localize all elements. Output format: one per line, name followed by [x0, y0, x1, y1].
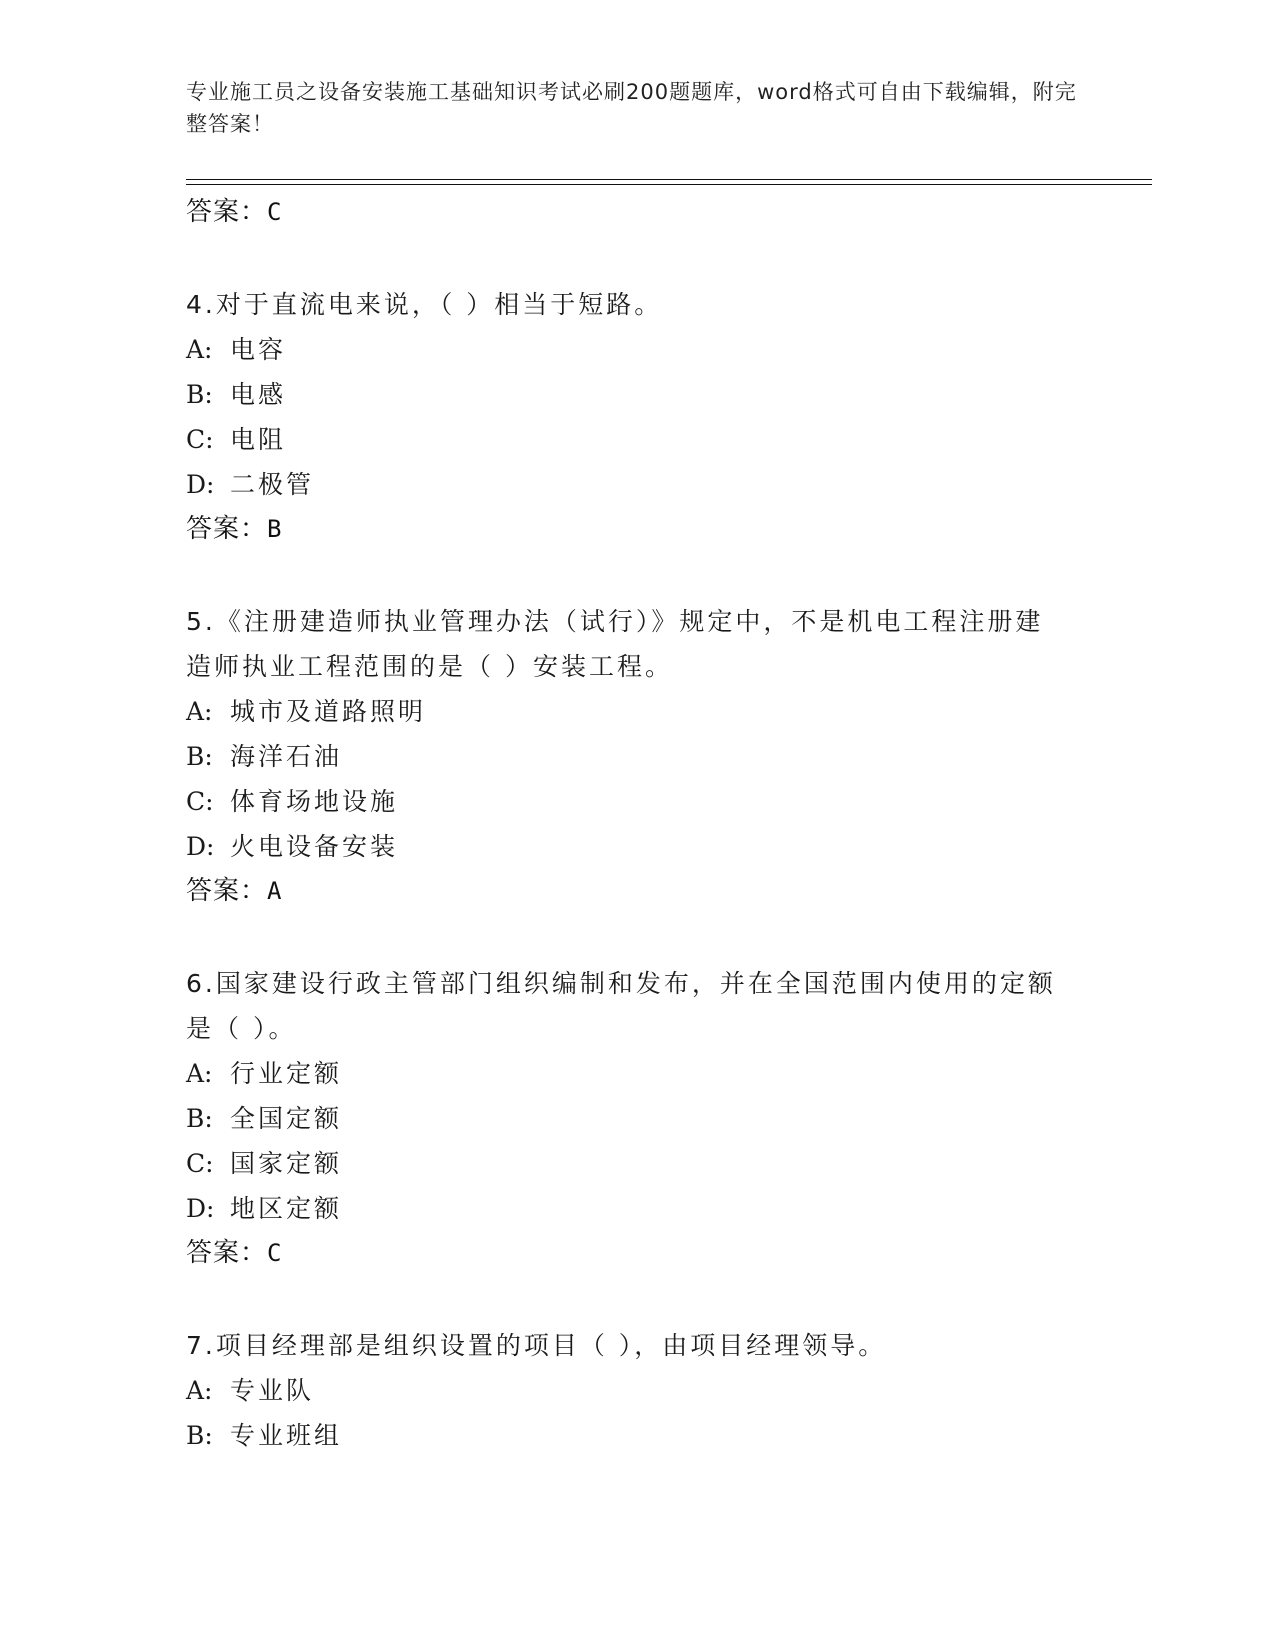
option-key: D: [186, 470, 215, 499]
answer-line [186, 190, 1066, 234]
question-block [186, 1323, 1066, 1458]
option-d [186, 462, 1066, 507]
question-block [186, 599, 1066, 913]
option-key: A: [186, 697, 213, 726]
option-b [186, 734, 1066, 779]
question-text: 7.项目经理部是组织设置的项目（ ），由项目经理领导。 [186, 1331, 887, 1360]
answer-label: 答案： [186, 876, 268, 906]
option-key: C: [186, 425, 214, 454]
option-text: 电容 [230, 335, 287, 364]
header-divider-top [186, 179, 1152, 180]
option-a [186, 1368, 1066, 1413]
option-key: B: [186, 742, 213, 771]
option-key: A: [186, 1059, 213, 1088]
spacer [186, 551, 1066, 599]
option-key: B: [186, 1421, 213, 1450]
option-text: 电感 [230, 380, 287, 409]
question-text: 6.国家建设行政主管部门组织编制和发布，并在全国范围内使用的定额是（ ）。 [186, 969, 1056, 1043]
option-text: 全国定额 [230, 1104, 343, 1133]
option-key: B: [186, 380, 213, 409]
option-b [186, 1413, 1066, 1458]
option-text: 国家定额 [230, 1149, 343, 1178]
question-text: 5.《注册建造师执业管理办法（试行）》规定中，不是机电工程注册建造师执业工程范围的是（ ）安装工程。 [186, 607, 1044, 681]
option-b [186, 1096, 1066, 1141]
option-key: B: [186, 1104, 213, 1133]
answer-line [186, 1231, 1066, 1275]
option-a [186, 689, 1066, 734]
answer-label: 答案： [186, 514, 268, 544]
document-body [186, 190, 1066, 1458]
spacer [186, 1275, 1066, 1323]
option-text: 地区定额 [230, 1194, 343, 1223]
question-block [186, 282, 1066, 551]
header-divider-bottom [186, 184, 1152, 185]
option-key: C: [186, 1149, 214, 1178]
option-d [186, 824, 1066, 869]
question-block [186, 961, 1066, 1275]
option-b [186, 372, 1066, 417]
answer-value: C [267, 198, 283, 226]
option-d [186, 1186, 1066, 1231]
option-key: A: [186, 335, 213, 364]
option-text: 专业班组 [230, 1421, 343, 1450]
answer-value: B [267, 515, 283, 543]
option-text: 体育场地设施 [230, 787, 399, 816]
option-a [186, 327, 1066, 372]
option-key: D: [186, 1194, 215, 1223]
option-text: 城市及道路照明 [230, 697, 427, 726]
spacer [186, 234, 1066, 282]
option-text: 行业定额 [230, 1059, 343, 1088]
option-key: A: [186, 1376, 213, 1405]
option-text: 专业队 [230, 1376, 315, 1405]
option-a [186, 1051, 1066, 1096]
spacer [186, 913, 1066, 961]
answer-label: 答案： [186, 197, 268, 227]
option-c [186, 1141, 1066, 1186]
answer-value: A [267, 877, 283, 905]
option-key: C: [186, 787, 214, 816]
answer-value: C [267, 1239, 283, 1267]
question-text: 4.对于直流电来说，（ ）相当于短路。 [186, 290, 663, 319]
option-text: 海洋石油 [230, 742, 343, 771]
answer-label: 答案： [186, 1238, 268, 1268]
answer-line [186, 507, 1066, 551]
option-text: 火电设备安装 [230, 832, 399, 861]
option-c [186, 779, 1066, 824]
option-c [186, 417, 1066, 462]
option-key: D: [186, 832, 215, 861]
option-text: 二极管 [230, 470, 315, 499]
option-text: 电阻 [230, 425, 287, 454]
answer-line [186, 869, 1066, 913]
page-header: 专业施工员之设备安装施工基础知识考试必刷200题题库，word格式可自由下载编辑，附完整答案！ [186, 80, 1077, 136]
